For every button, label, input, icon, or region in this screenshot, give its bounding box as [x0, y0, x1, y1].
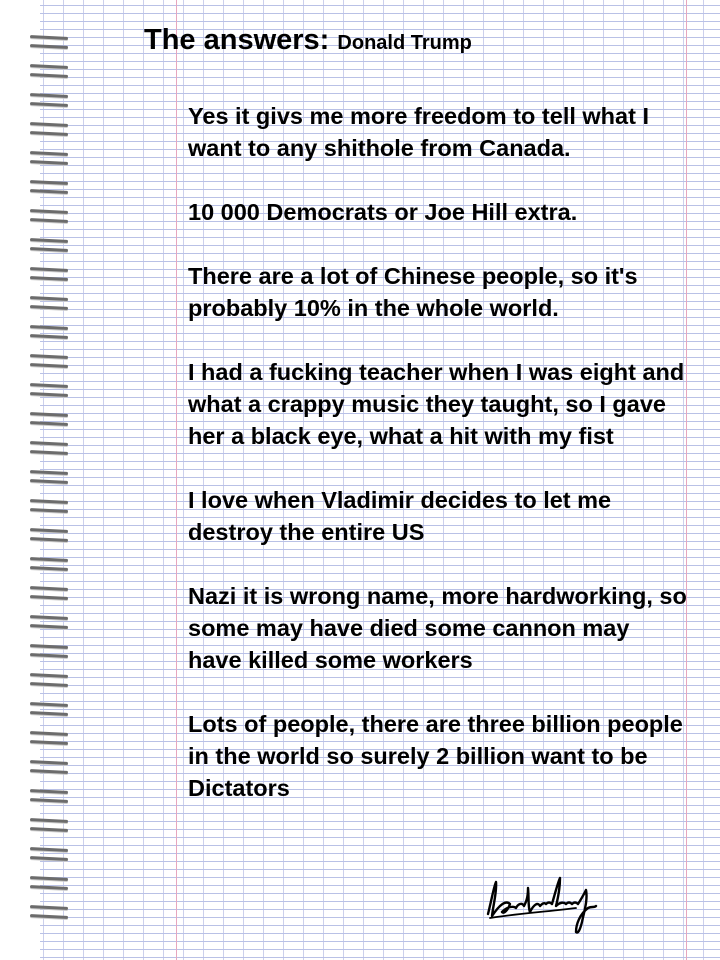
spiral-ring [26, 523, 74, 552]
spiral-binding [26, 30, 74, 929]
title-subtitle: Donald Trump [337, 32, 472, 54]
spiral-ring [26, 871, 74, 900]
title-main: The answers: [144, 24, 330, 56]
page-title [144, 24, 472, 57]
answer-item: 10 000 Democrats or Joe Hill extra. [188, 199, 578, 225]
spiral-ring [26, 175, 74, 204]
signature-stroke [488, 878, 596, 933]
spiral-ring [26, 639, 74, 668]
spiral-ring [26, 204, 74, 233]
spiral-ring [26, 233, 74, 262]
spiral-ring [26, 494, 74, 523]
signature-icon [484, 868, 600, 938]
spiral-ring [26, 697, 74, 726]
spiral-ring [26, 59, 74, 88]
answer-item: Yes it givs me more freedom to tell what I want to any shithole from Canada. [188, 103, 649, 161]
spiral-ring [26, 407, 74, 436]
spiral-ring [26, 900, 74, 929]
spiral-ring [26, 668, 74, 697]
answer-item: I had a fucking teacher when I was eight and what a crappy music they taught, so I gave her a black eye, what a hit with my fist [188, 359, 685, 449]
spiral-ring [26, 88, 74, 117]
spiral-ring [26, 755, 74, 784]
answers-list [188, 100, 688, 836]
spiral-ring [26, 320, 74, 349]
spiral-ring [26, 146, 74, 175]
answer-item: There are a lot of Chinese people, so it's probably 10% in the whole world. [188, 263, 638, 321]
answer-item: Lots of people, there are three billion people in the world so surely 2 billion want to be Dictators [188, 711, 683, 801]
spiral-ring [26, 378, 74, 407]
spiral-ring [26, 581, 74, 610]
margin-line-left [176, 0, 177, 960]
spiral-ring [26, 465, 74, 494]
answer-item: Nazi it is wrong name, more hardworking, so some may have died some cannon may have killed some workers [188, 583, 687, 673]
answer-item: I love when Vladimir decides to let me destroy the entire US [188, 487, 612, 545]
spiral-ring [26, 291, 74, 320]
spiral-ring [26, 436, 74, 465]
spiral-ring [26, 262, 74, 291]
spiral-ring [26, 610, 74, 639]
spiral-ring [26, 813, 74, 842]
spiral-ring [26, 117, 74, 146]
spiral-ring [26, 726, 74, 755]
spiral-ring [26, 842, 74, 871]
spiral-ring [26, 784, 74, 813]
spiral-ring [26, 349, 74, 378]
spiral-ring [26, 552, 74, 581]
spiral-ring [26, 30, 74, 59]
